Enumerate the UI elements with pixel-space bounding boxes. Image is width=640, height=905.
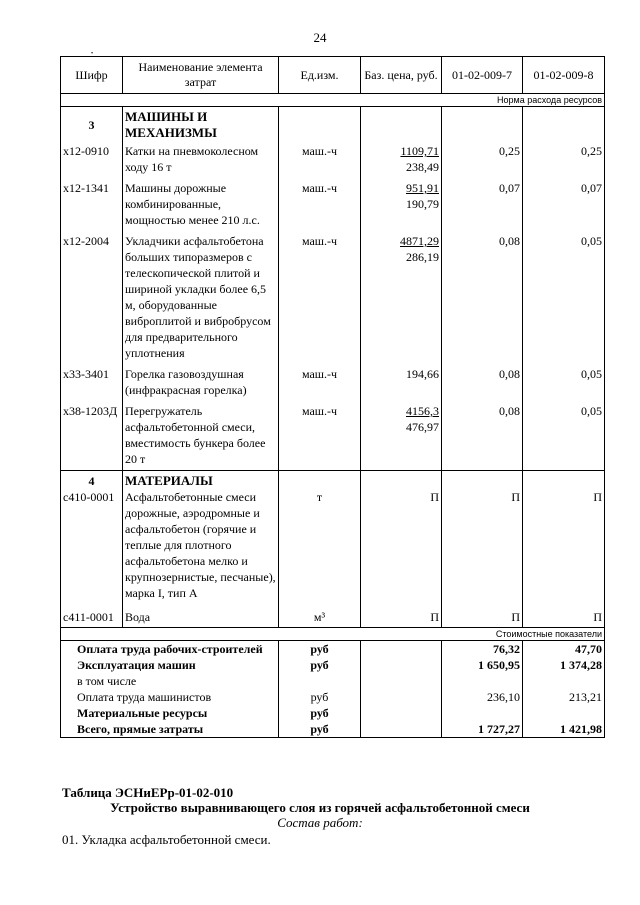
- norm-value-1: 0,25: [442, 141, 523, 178]
- resource-unit: т: [279, 489, 361, 609]
- norm-value-2: 0,05: [523, 364, 605, 401]
- summary-unit: руб: [279, 689, 361, 705]
- resource-code: х12-1341: [61, 178, 123, 231]
- resource-name: Асфальтобетонные смеси дорожные, аэродромные и асфальтобетон (горячие и теплые для плотного асфальтобетона мелко и крупнозернистые, песчаные), марка I, тип А: [123, 489, 279, 609]
- resource-price: [361, 364, 442, 401]
- norm-value-2: 0,25: [523, 141, 605, 178]
- price-salary: 190,79: [406, 197, 439, 211]
- resource-price: П: [361, 609, 442, 628]
- summary-unit: руб: [279, 657, 361, 673]
- table-row: [61, 231, 605, 364]
- cost-label: Стоимостные показатели: [61, 628, 605, 641]
- summary-row: [61, 705, 605, 721]
- summary-row: [61, 721, 605, 738]
- section-title: МАТЕРИАЛЫ: [123, 471, 279, 490]
- summary-label: Эксплуатация машин: [61, 657, 279, 673]
- header-unit: Ед.изм.: [279, 57, 361, 94]
- resource-unit: маш.-ч: [279, 141, 361, 178]
- cost-summary: [61, 641, 605, 738]
- summary-label: Всего, прямые затраты: [61, 721, 279, 738]
- summary-unit: руб: [279, 721, 361, 738]
- summary-value-1: [442, 673, 523, 689]
- table-row: [61, 141, 605, 178]
- resource-price: [361, 401, 442, 471]
- table-row: [61, 609, 605, 628]
- summary-value-2: [523, 705, 605, 721]
- summary-empty: [361, 673, 442, 689]
- header-code: Шифр: [61, 57, 123, 94]
- price-salary: 476,97: [406, 420, 439, 434]
- price-value: 4871,29: [400, 234, 439, 248]
- summary-label: Оплата труда рабочих-строителей: [61, 641, 279, 658]
- table-title: Устройство выравнивающего слоя из горячей асфальтобетонной смеси: [110, 800, 530, 815]
- resource-code: с410-0001: [61, 489, 123, 609]
- summary-value-2: [523, 673, 605, 689]
- resource-name: Горелка газовоздушная (инфракрасная горелка): [123, 364, 279, 401]
- summary-unit: [279, 673, 361, 689]
- summary-empty: [361, 689, 442, 705]
- table-row: [61, 401, 605, 471]
- summary-value-2: 1 374,28: [523, 657, 605, 673]
- summary-row: [61, 673, 605, 689]
- summary-value-1: 1 650,95: [442, 657, 523, 673]
- resource-unit: маш.-ч: [279, 401, 361, 471]
- norm-value-1: 0,07: [442, 178, 523, 231]
- resource-name: Вода: [123, 609, 279, 628]
- section-number: 3: [61, 107, 123, 142]
- header-col1: 01-02-009-7: [442, 57, 523, 94]
- resource-unit: м³: [279, 609, 361, 628]
- summary-empty: [361, 705, 442, 721]
- work-item: 01. Укладка асфальтобетонной смеси.: [62, 832, 271, 847]
- section-title: МАШИНЫ И МЕХАНИЗМЫ: [123, 107, 279, 142]
- scan-dot: •: [91, 51, 94, 57]
- norm-value-2: 0,05: [523, 401, 605, 471]
- norm-value-2: П: [523, 609, 605, 628]
- summary-unit: руб: [279, 705, 361, 721]
- machines-section: [61, 141, 605, 471]
- resource-table: [60, 56, 605, 738]
- section-row: [61, 471, 605, 490]
- header-price: Баз. цена, руб.: [361, 57, 442, 94]
- summary-value-1: [442, 705, 523, 721]
- price-value: 951,91: [406, 181, 439, 195]
- resource-code: х12-2004: [61, 231, 123, 364]
- norm-value-1: П: [442, 489, 523, 609]
- section-number: 4: [61, 471, 123, 490]
- composition-label: Состав работ:: [277, 815, 363, 830]
- materials-section: [61, 489, 605, 628]
- summary-empty: [361, 657, 442, 673]
- norm-value-1: 0,08: [442, 401, 523, 471]
- summary-value-2: 1 421,98: [523, 721, 605, 738]
- norm-value-1: 0,08: [442, 364, 523, 401]
- summary-unit: руб: [279, 641, 361, 658]
- price-salary: 238,49: [406, 160, 439, 174]
- table-row: [61, 489, 605, 609]
- summary-empty: [361, 641, 442, 658]
- price-salary: 286,19: [406, 250, 439, 264]
- resource-unit: маш.-ч: [279, 178, 361, 231]
- price-value: 1109,71: [400, 144, 439, 158]
- page-number: 24: [313, 30, 327, 45]
- norm-value-1: 0,08: [442, 231, 523, 364]
- resource-unit: маш.-ч: [279, 231, 361, 364]
- summary-value-2: 213,21: [523, 689, 605, 705]
- resource-code: х33-3401: [61, 364, 123, 401]
- summary-value-1: 236,10: [442, 689, 523, 705]
- resource-name: Машины дорожные комбинированные, мощностью менее 210 л.с.: [123, 178, 279, 231]
- norm-label: Норма расхода ресурсов: [61, 94, 605, 107]
- header-name: Наименование элемента затрат: [123, 57, 279, 94]
- resource-name: Укладчики асфальтобетона больших типоразмеров с телескопической плитой и шириной укладки более 6,5 м, оборудованные виброплитой и вибробрусом для предварительного уплотнения: [123, 231, 279, 364]
- resource-name: Катки на пневмоколесном ходу 16 т: [123, 141, 279, 178]
- summary-value-1: 76,32: [442, 641, 523, 658]
- section-row: [61, 107, 605, 142]
- resource-price: [361, 231, 442, 364]
- summary-label: Оплата труда машинистов: [61, 689, 279, 705]
- norm-value-2: 0,05: [523, 231, 605, 364]
- summary-row: [61, 657, 605, 673]
- summary-label: Материальные ресурсы: [61, 705, 279, 721]
- resource-price: П: [361, 489, 442, 609]
- header-col2: 01-02-009-8: [523, 57, 605, 94]
- resource-price: [361, 178, 442, 231]
- table-code: Таблица ЭСНиЕРр-01-02-010: [62, 785, 234, 800]
- summary-label: в том числе: [61, 673, 279, 689]
- table-header: [61, 57, 605, 94]
- table-row: [61, 364, 605, 401]
- resource-unit: маш.-ч: [279, 364, 361, 401]
- norm-value-2: П: [523, 489, 605, 609]
- norm-value-1: П: [442, 609, 523, 628]
- resource-price: [361, 141, 442, 178]
- price-value: 4156,3: [406, 404, 439, 418]
- summary-empty: [361, 721, 442, 738]
- norm-value-2: 0,07: [523, 178, 605, 231]
- summary-row: [61, 689, 605, 705]
- price-value: 194,66: [406, 367, 439, 381]
- resource-code: с411-0001: [61, 609, 123, 628]
- summary-row: [61, 641, 605, 658]
- resource-code: х12-0910: [61, 141, 123, 178]
- resource-code: х38-1203Д: [61, 401, 123, 471]
- resource-name: Перегружатель асфальтобетонной смеси, вместимость бункера более 20 т: [123, 401, 279, 471]
- summary-value-1: 1 727,27: [442, 721, 523, 738]
- summary-value-2: 47,70: [523, 641, 605, 658]
- table-row: [61, 178, 605, 231]
